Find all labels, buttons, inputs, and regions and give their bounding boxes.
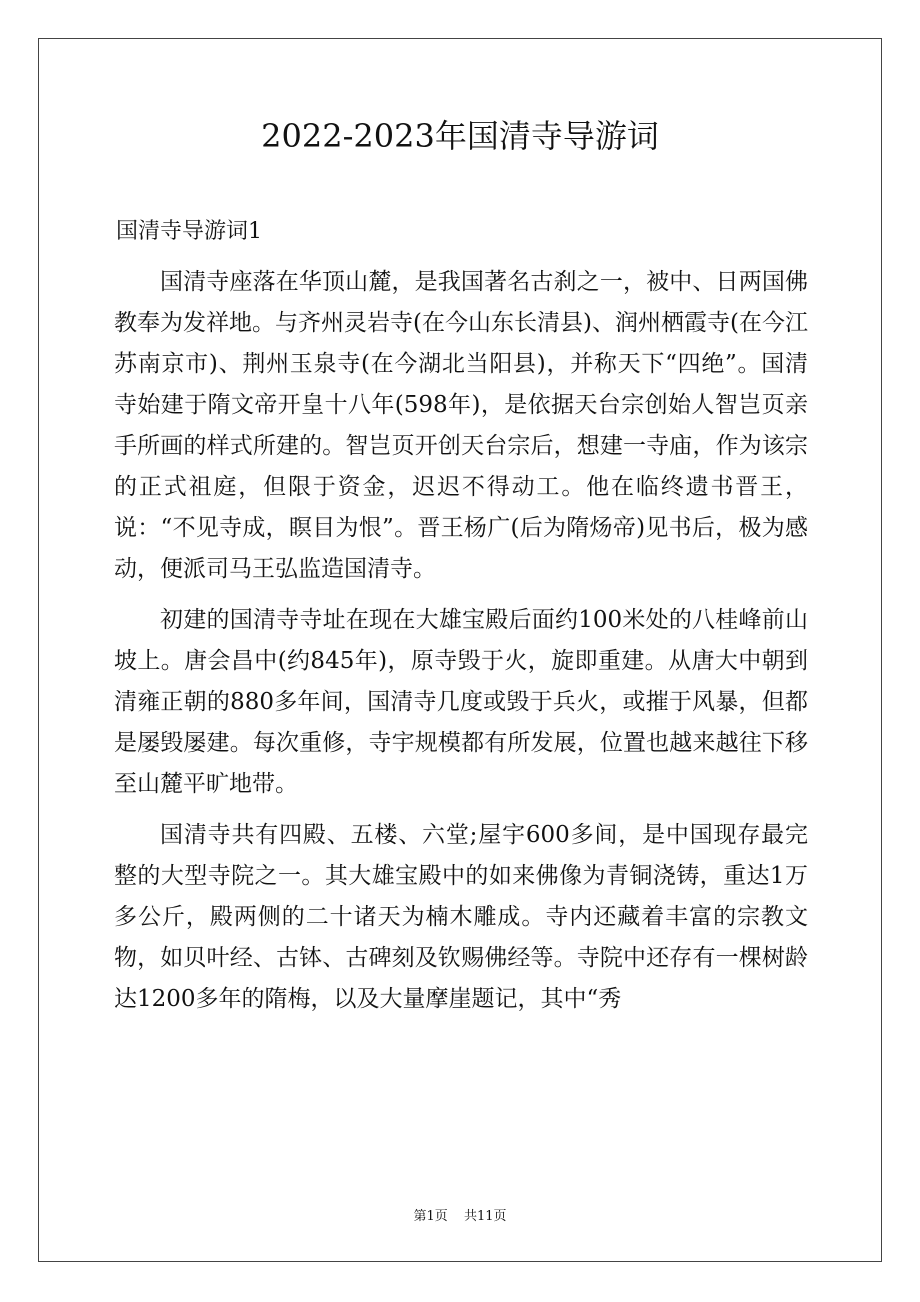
document-title: 2022-2023年国清寺导游词 <box>261 117 659 155</box>
page-number: 第1页 <box>413 1209 448 1224</box>
paragraph-1: 国清寺座落在华顶山麓，是我国著名古刹之一，被中、日两国佛教奉为发祥地。与齐州灵岩寺(在今山东长清县)、润州栖霞寺(在今江苏南京市)、荆州玉泉寺(在今湖北当阳县)，并称天下“四绝”。国清寺始建于隋文帝开皇十八年(598年)，是依据天台宗创始人智岂页亲手所画的样式所建的。智岂页开创天台宗后，想建一寺庙，作为该宗的正式祖庭，但限于资金，迟迟不得动工。他在临终遗书晋王，说：“不见寺成，瞑目为恨”。晋王杨广(后为隋炀帝)见书后，极为感动，便派司马王弘监造国清寺。 <box>114 269 808 582</box>
paragraph-2: 初建的国清寺寺址在现在大雄宝殿后面约100米处的八桂峰前山坡上。唐会昌中(约845年)，原寺毁于火，旋即重建。从唐大中朝到清雍正朝的880多年间，国清寺几度或毁于兵火，或摧于风暴，但都是屡毁屡建。每次重修，寺宇规模都有所发展，位置也越来越往下移至山麓平旷地带。 <box>114 607 808 797</box>
paragraph-3: 国清寺共有四殿、五楼、六堂;屋宇600多间，是中国现存最完整的大型寺院之一。其大雄宝殿中的如来佛像为青铜浇铸，重达1万多公斤，殿两侧的二十诸天为楠木雕成。寺内还藏着丰富的宗教文物，如贝叶经、古钵、古碑刻及钦赐佛经等。寺院中还存有一棵树龄达1200多年的隋梅，以及大量摩崖题记，其中“秀 <box>114 822 808 1012</box>
page-total: 共11页 <box>463 1209 507 1224</box>
section-heading: 国清寺导游词1 <box>116 219 262 244</box>
document-body <box>114 262 808 1030</box>
page-footer <box>38 1208 882 1226</box>
